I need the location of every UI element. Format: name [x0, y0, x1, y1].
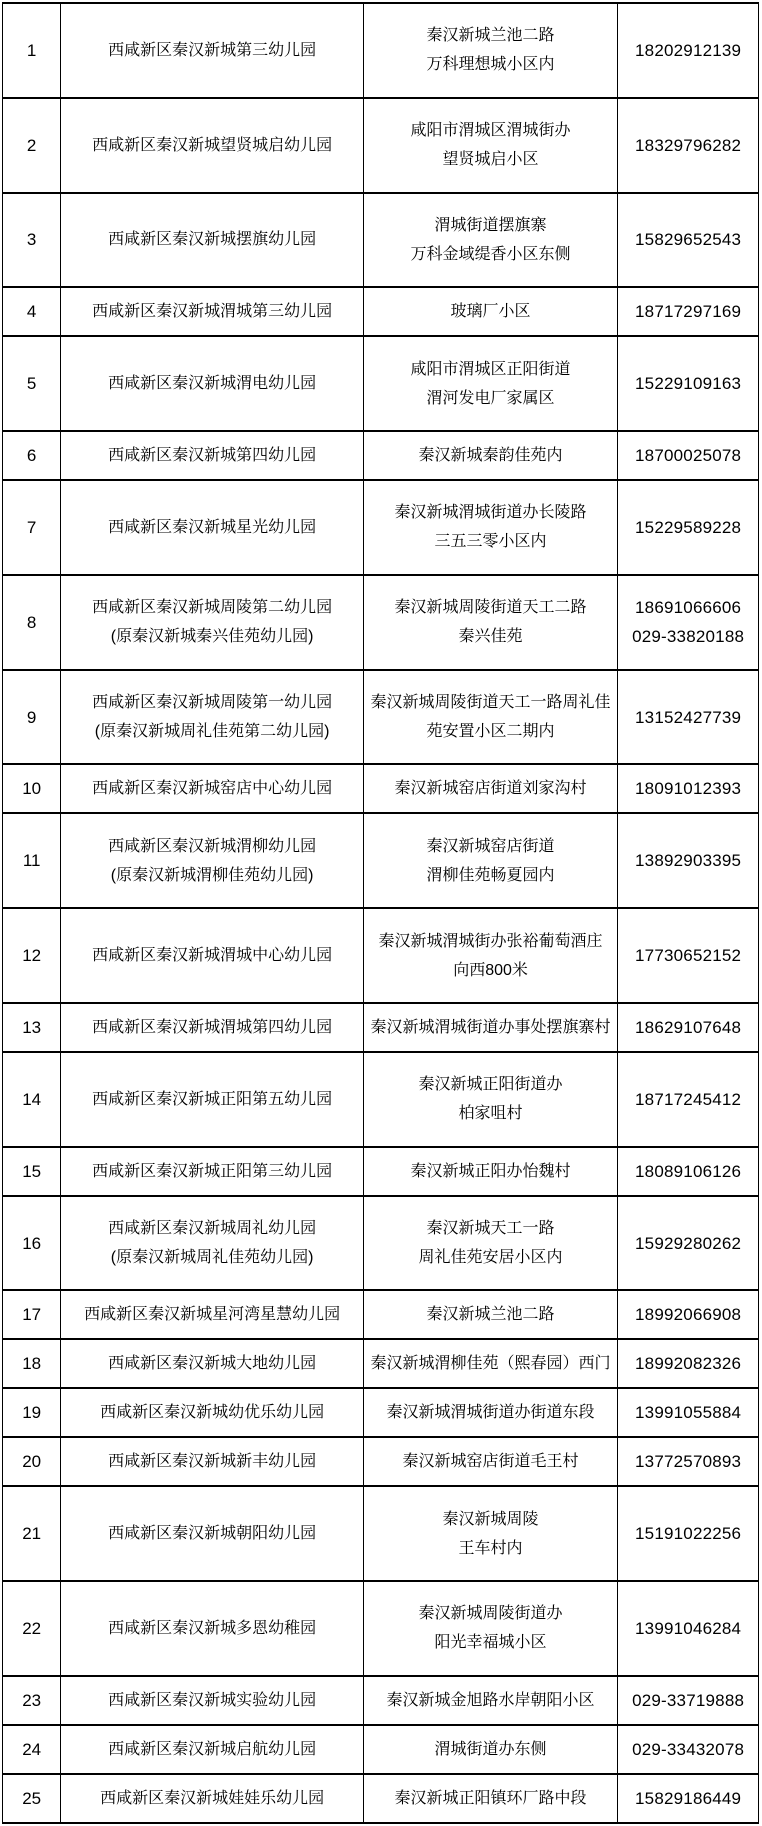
cell-line: 西咸新区秦汉新城周陵第二幼儿园	[92, 599, 333, 617]
cell-line: 18691066606	[635, 598, 742, 618]
cell-line: 15829186449	[635, 1788, 742, 1808]
name-cell	[61, 3, 364, 98]
phone-cell	[618, 1290, 759, 1339]
cell-line: 秦汉新城秦韵佳苑内	[418, 447, 563, 465]
cell-line: (原秦汉新城渭柳佳苑幼儿园)	[110, 866, 314, 884]
cell-line: 万科金域缇香小区东侧	[410, 245, 571, 263]
cell-line: 西咸新区秦汉新城渭柳幼儿园	[108, 837, 317, 855]
cell-line: 西咸新区秦汉新城实验幼儿园	[108, 1691, 317, 1709]
phone-cell	[618, 193, 759, 288]
cell-line: 西咸新区秦汉新城幼优乐幼儿园	[100, 1404, 325, 1422]
cell-line: 4	[26, 302, 37, 322]
cell-line: 西咸新区秦汉新城大地幼儿园	[108, 1355, 317, 1373]
cell-line: 西咸新区秦汉新城第三幼儿园	[108, 41, 317, 59]
phone-cell	[618, 1725, 759, 1774]
cell-line: 西咸新区秦汉新城望贤城启幼儿园	[92, 136, 333, 154]
table-row	[3, 1339, 759, 1388]
row-number-cell	[3, 908, 61, 1003]
phone-cell	[618, 336, 759, 431]
row-number-cell	[3, 98, 61, 193]
cell-line: 秦汉新城窑店街道毛王村	[402, 1453, 579, 1471]
cell-line: 西咸新区秦汉新城周礼幼儿园	[108, 1220, 317, 1238]
cell-line: 西咸新区秦汉新城周陵第一幼儿园	[92, 694, 333, 712]
name-cell	[61, 764, 364, 813]
cell-line: 3	[26, 230, 37, 250]
cell-line: 秦汉新城兰池二路	[426, 27, 555, 45]
cell-line: 秦汉新城正阳街道办	[418, 1076, 563, 1094]
phone-cell	[618, 813, 759, 908]
name-cell	[61, 1052, 364, 1147]
address-cell	[363, 1725, 617, 1774]
phone-cell	[618, 764, 759, 813]
cell-line: 秦汉新城窑店街道	[426, 837, 555, 855]
address-cell	[363, 1676, 617, 1725]
table-row	[3, 336, 759, 431]
address-cell	[363, 1003, 617, 1052]
phone-cell	[618, 1052, 759, 1147]
cell-line: 西咸新区秦汉新城窑店中心幼儿园	[92, 780, 333, 798]
row-number-cell	[3, 1774, 61, 1823]
name-cell	[61, 1676, 364, 1725]
cell-line: 7	[26, 517, 37, 537]
cell-line: 15	[22, 1161, 42, 1181]
row-number-cell	[3, 336, 61, 431]
name-cell	[61, 1003, 364, 1052]
name-cell	[61, 193, 364, 288]
phone-cell	[618, 98, 759, 193]
address-cell	[363, 3, 617, 98]
cell-line: 秦兴佳苑	[458, 628, 523, 646]
phone-cell	[618, 1437, 759, 1486]
cell-line: 西咸新区秦汉新城星河湾星慧幼儿园	[84, 1306, 341, 1324]
cell-line: 渭城街道办东侧	[434, 1740, 547, 1758]
cell-line: 玻璃厂小区	[450, 303, 531, 321]
address-cell	[363, 1339, 617, 1388]
cell-line: 6	[26, 446, 37, 466]
cell-line: 西咸新区秦汉新城渭城第四幼儿园	[92, 1018, 333, 1036]
cell-line: 24	[22, 1739, 42, 1759]
cell-line: 2	[26, 135, 37, 155]
cell-line: 西咸新区秦汉新城星光幼儿园	[108, 518, 317, 536]
cell-line: 17730652152	[635, 946, 742, 966]
cell-line: 秦汉新城周陵街道办	[418, 1605, 563, 1623]
table-row	[3, 480, 759, 575]
table-body	[3, 3, 759, 1823]
cell-line: 029-33719888	[632, 1690, 745, 1710]
cell-line: 秦汉新城渭柳佳苑（熙春园）西门	[370, 1355, 611, 1373]
row-number-cell	[3, 1339, 61, 1388]
phone-cell	[618, 1147, 759, 1196]
address-cell	[363, 1437, 617, 1486]
table-row	[3, 1052, 759, 1147]
cell-line: 21	[22, 1524, 42, 1544]
name-cell	[61, 908, 364, 1003]
cell-line: 西咸新区秦汉新城渭城中心幼儿园	[92, 947, 333, 965]
cell-line: 向西800米	[453, 961, 528, 979]
cell-line: 25	[22, 1788, 42, 1808]
cell-line: 周礼佳苑安居小区内	[418, 1249, 563, 1267]
phone-cell	[618, 480, 759, 575]
cell-line: 15191022256	[635, 1524, 742, 1544]
cell-line: 渭河发电厂家属区	[426, 389, 555, 407]
cell-line: 15229109163	[635, 374, 742, 394]
cell-line: 18700025078	[635, 446, 742, 466]
cell-line: 西咸新区秦汉新城第四幼儿园	[108, 447, 317, 465]
name-cell	[61, 813, 364, 908]
table-row	[3, 1676, 759, 1725]
cell-line: 18091012393	[635, 779, 742, 799]
table-row	[3, 1437, 759, 1486]
cell-line: 1	[26, 40, 37, 60]
cell-line: 12	[22, 946, 42, 966]
row-number-cell	[3, 1052, 61, 1147]
cell-line: 18089106126	[635, 1161, 742, 1181]
cell-line: 13152427739	[635, 707, 742, 727]
row-number-cell	[3, 1486, 61, 1581]
cell-line: 西咸新区秦汉新城正阳第五幼儿园	[92, 1090, 333, 1108]
cell-line: 秦汉新城正阳办怡魏村	[410, 1162, 571, 1180]
table-row	[3, 431, 759, 480]
cell-line: 西咸新区秦汉新城娃娃乐幼儿园	[100, 1789, 325, 1807]
row-number-cell	[3, 764, 61, 813]
row-number-cell	[3, 1437, 61, 1486]
cell-line: 阳光幸福城小区	[434, 1634, 547, 1652]
name-cell	[61, 1486, 364, 1581]
cell-line: 咸阳市渭城区正阳街道	[410, 360, 571, 378]
name-cell	[61, 1725, 364, 1774]
cell-line: (原秦汉新城周礼佳苑第二幼儿园)	[94, 723, 330, 741]
cell-line: 22	[22, 1618, 42, 1638]
phone-cell	[618, 1003, 759, 1052]
cell-line: 秦汉新城周陵	[442, 1510, 539, 1528]
name-cell	[61, 1196, 364, 1291]
address-cell	[363, 908, 617, 1003]
cell-line: 万科理想城小区内	[426, 56, 555, 74]
cell-line: 秦汉新城渭城街道办街道东段	[386, 1404, 595, 1422]
cell-line: 渭城街道摆旗寨	[434, 216, 547, 234]
cell-line: 秦汉新城天工一路	[426, 1220, 555, 1238]
table-row	[3, 1388, 759, 1437]
row-number-cell	[3, 1290, 61, 1339]
table-row	[3, 1003, 759, 1052]
row-number-cell	[3, 3, 61, 98]
name-cell	[61, 1339, 364, 1388]
cell-line: 西咸新区秦汉新城新丰幼儿园	[108, 1453, 317, 1471]
row-number-cell	[3, 1581, 61, 1676]
cell-line: 9	[26, 707, 37, 727]
cell-line: 王车村内	[458, 1539, 523, 1557]
cell-line: 13	[22, 1017, 42, 1037]
cell-line: 16	[22, 1233, 42, 1253]
cell-line: 13772570893	[635, 1452, 742, 1472]
name-cell	[61, 575, 364, 670]
cell-line: 13991046284	[635, 1618, 742, 1638]
name-cell	[61, 480, 364, 575]
phone-cell	[618, 1676, 759, 1725]
name-cell	[61, 1437, 364, 1486]
cell-line: 苑安置小区二期内	[426, 723, 555, 741]
address-cell	[363, 1581, 617, 1676]
cell-line: 5	[26, 374, 37, 394]
row-number-cell	[3, 287, 61, 336]
row-number-cell	[3, 813, 61, 908]
row-number-cell	[3, 193, 61, 288]
cell-line: 秦汉新城正阳镇环厂路中段	[394, 1789, 587, 1807]
table-row	[3, 1486, 759, 1581]
cell-line: 西咸新区秦汉新城朝阳幼儿园	[108, 1525, 317, 1543]
cell-line: 秦汉新城金旭路水岸朝阳小区	[386, 1691, 595, 1709]
name-cell	[61, 1147, 364, 1196]
cell-line: 15229589228	[635, 517, 742, 537]
address-cell	[363, 1774, 617, 1823]
cell-line: 秦汉新城渭城街办张裕葡萄酒庄	[378, 932, 603, 950]
cell-line: 029-33820188	[632, 627, 745, 647]
cell-line: 13991055884	[635, 1403, 742, 1423]
address-cell	[363, 431, 617, 480]
cell-line: 13892903395	[635, 851, 742, 871]
address-cell	[363, 1052, 617, 1147]
phone-cell	[618, 1581, 759, 1676]
cell-line: 三五三零小区内	[434, 533, 547, 551]
cell-line: 西咸新区秦汉新城正阳第三幼儿园	[92, 1162, 333, 1180]
cell-line: 18717245412	[635, 1089, 742, 1109]
cell-line: 咸阳市渭城区渭城街办	[410, 122, 571, 140]
address-cell	[363, 287, 617, 336]
address-cell	[363, 764, 617, 813]
phone-cell	[618, 1774, 759, 1823]
address-cell	[363, 1290, 617, 1339]
name-cell	[61, 98, 364, 193]
cell-line: 8	[26, 612, 37, 632]
cell-line: 西咸新区秦汉新城多恩幼稚园	[108, 1619, 317, 1637]
row-number-cell	[3, 1003, 61, 1052]
address-cell	[363, 336, 617, 431]
table-row	[3, 1774, 759, 1823]
cell-line: 秦汉新城窑店街道刘家沟村	[394, 780, 587, 798]
cell-line: 15829652543	[635, 230, 742, 250]
address-cell	[363, 670, 617, 765]
table-row	[3, 1290, 759, 1339]
row-number-cell	[3, 1725, 61, 1774]
cell-line: 柏家咀村	[458, 1105, 523, 1123]
row-number-cell	[3, 431, 61, 480]
cell-line: 西咸新区秦汉新城渭电幼儿园	[108, 375, 317, 393]
cell-line: 18629107648	[635, 1017, 742, 1037]
cell-line: (原秦汉新城周礼佳苑幼儿园)	[110, 1249, 314, 1267]
kindergarten-table	[2, 2, 759, 1824]
table-row	[3, 670, 759, 765]
table-row	[3, 3, 759, 98]
table-row	[3, 813, 759, 908]
cell-line: 秦汉新城周陵街道天工二路	[394, 599, 587, 617]
phone-cell	[618, 431, 759, 480]
cell-line: 渭柳佳苑畅夏园内	[426, 866, 555, 884]
cell-line: 西咸新区秦汉新城摆旗幼儿园	[108, 231, 317, 249]
cell-line: 10	[22, 779, 42, 799]
phone-cell	[618, 575, 759, 670]
table-row	[3, 1725, 759, 1774]
table-row	[3, 764, 759, 813]
name-cell	[61, 1581, 364, 1676]
phone-cell	[618, 1339, 759, 1388]
row-number-cell	[3, 670, 61, 765]
address-cell	[363, 98, 617, 193]
cell-line: 西咸新区秦汉新城启航幼儿园	[108, 1740, 317, 1758]
row-number-cell	[3, 1196, 61, 1291]
cell-line: (原秦汉新城秦兴佳苑幼儿园)	[110, 628, 314, 646]
name-cell	[61, 1774, 364, 1823]
address-cell	[363, 1147, 617, 1196]
cell-line: 17	[22, 1305, 42, 1325]
name-cell	[61, 287, 364, 336]
table-row	[3, 287, 759, 336]
table-row	[3, 908, 759, 1003]
name-cell	[61, 1290, 364, 1339]
cell-line: 西咸新区秦汉新城渭城第三幼儿园	[92, 303, 333, 321]
address-cell	[363, 1486, 617, 1581]
table-row	[3, 1196, 759, 1291]
cell-line: 18717297169	[635, 302, 742, 322]
cell-line: 19	[22, 1403, 42, 1423]
row-number-cell	[3, 480, 61, 575]
phone-cell	[618, 670, 759, 765]
address-cell	[363, 1196, 617, 1291]
cell-line: 14	[22, 1089, 42, 1109]
cell-line: 秦汉新城渭城街道办长陵路	[394, 504, 587, 522]
cell-line: 23	[22, 1690, 42, 1710]
address-cell	[363, 1388, 617, 1437]
row-number-cell	[3, 1147, 61, 1196]
row-number-cell	[3, 1676, 61, 1725]
cell-line: 11	[22, 851, 41, 871]
cell-line: 秦汉新城周陵街道天工一路周礼佳	[370, 694, 611, 712]
table-row	[3, 575, 759, 670]
name-cell	[61, 336, 364, 431]
table-row	[3, 193, 759, 288]
table-row	[3, 1581, 759, 1676]
address-cell	[363, 813, 617, 908]
name-cell	[61, 431, 364, 480]
address-cell	[363, 480, 617, 575]
cell-line: 15929280262	[635, 1233, 742, 1253]
phone-cell	[618, 908, 759, 1003]
name-cell	[61, 1388, 364, 1437]
phone-cell	[618, 1388, 759, 1437]
cell-line: 18992066908	[635, 1305, 742, 1325]
name-cell	[61, 670, 364, 765]
cell-line: 18	[22, 1354, 42, 1374]
cell-line: 秦汉新城兰池二路	[426, 1306, 555, 1324]
address-cell	[363, 193, 617, 288]
phone-cell	[618, 1196, 759, 1291]
cell-line: 望贤城启小区	[442, 151, 539, 169]
table-row	[3, 1147, 759, 1196]
phone-cell	[618, 287, 759, 336]
cell-line: 18202912139	[635, 40, 742, 60]
row-number-cell	[3, 1388, 61, 1437]
address-cell	[363, 575, 617, 670]
cell-line: 秦汉新城渭城街道办事处摆旗寨村	[370, 1018, 611, 1036]
phone-cell	[618, 1486, 759, 1581]
row-number-cell	[3, 575, 61, 670]
cell-line: 18329796282	[635, 135, 742, 155]
cell-line: 20	[22, 1452, 42, 1472]
cell-line: 029-33432078	[632, 1739, 745, 1759]
cell-line: 18992082326	[635, 1354, 742, 1374]
phone-cell	[618, 3, 759, 98]
table-row	[3, 98, 759, 193]
